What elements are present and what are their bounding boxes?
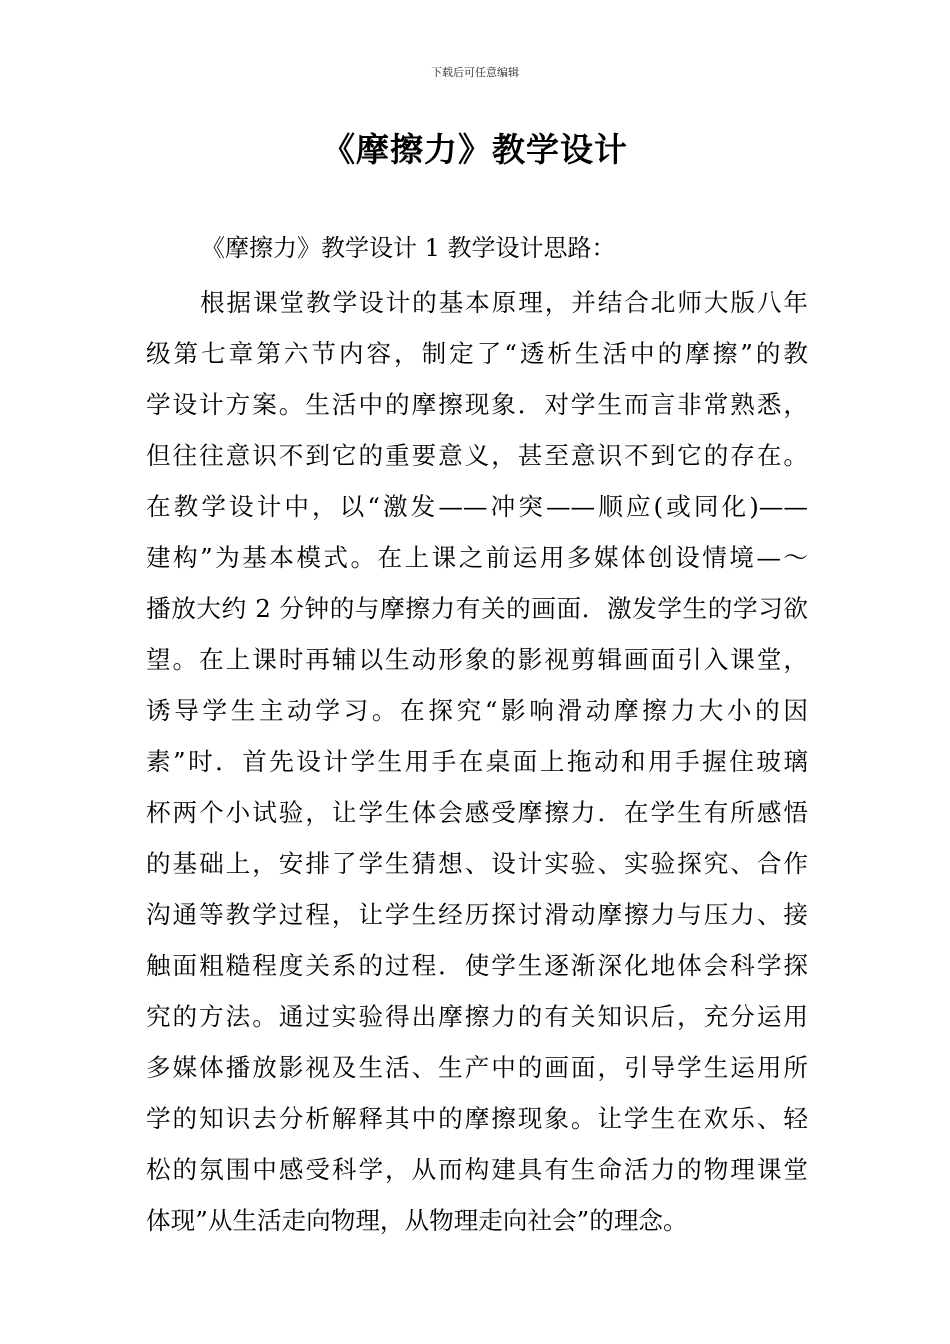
paragraph-line: 学的知识去分析解释其中的摩擦现象。让学生在欢乐、轻 xyxy=(146,1104,808,1133)
section-subtitle: 《摩擦力》教学设计 1 教学设计思路： xyxy=(201,234,616,262)
paragraph-line: 体现”从生活走向物理，从物理走向社会”的理念。 xyxy=(146,1206,688,1235)
paragraph-line: 望。在上课时再辅以生动形象的影视剪辑画面引入课堂， xyxy=(146,645,808,674)
paragraph-line: 杯两个小试验，让学生体会感受摩擦力．在学生有所感悟 xyxy=(146,798,808,827)
body-paragraph xyxy=(146,277,808,1246)
paragraph-line: 素”时．首先设计学生用手在桌面上拖动和用手握住玻璃 xyxy=(146,747,808,776)
page-title: 《摩擦力》教学设计 xyxy=(322,130,628,169)
paragraph-line: 多媒体播放影视及生活、生产中的画面，引导学生运用所 xyxy=(146,1053,808,1082)
paragraph-line: 究的方法。通过实验得出摩擦力的有关知识后，充分运用 xyxy=(146,1002,808,1031)
paragraph-line: 根据课堂教学设计的基本原理，并结合北师大版八年 xyxy=(200,288,808,317)
paragraph-line: 诱导学生主动学习。在探究“影响滑动摩擦力大小的因 xyxy=(146,696,808,725)
paragraph-line: 松的氛围中感受科学，从而构建具有生命活力的物理课堂 xyxy=(146,1155,808,1184)
paragraph-line: 触面粗糙程度关系的过程．使学生逐渐深化地体会科学探 xyxy=(146,951,808,980)
paragraph-line: 沟通等教学过程，让学生经历探讨滑动摩擦力与压力、接 xyxy=(146,900,808,929)
paragraph-line: 学设计方案。生活中的摩擦现象．对学生而言非常熟悉， xyxy=(146,390,808,419)
paragraph-line: 的基础上，安排了学生猜想、设计实验、实验探究、合作 xyxy=(146,849,808,878)
paragraph-line: 建构”为基本模式。在上课之前运用多媒体创设情境—～ xyxy=(146,543,808,572)
paragraph-line: 在教学设计中，以“激发——冲突——顺应(或同化)—— xyxy=(146,492,808,521)
paragraph-line: 级第七章第六节内容，制定了“透析生活中的摩擦”的教 xyxy=(146,339,808,368)
paragraph-line: 但往往意识不到它的重要意义，甚至意识不到它的存在。 xyxy=(146,441,808,470)
download-note: 下载后可任意编辑 xyxy=(431,66,519,79)
paragraph-line: 播放大约 2 分钟的与摩擦力有关的画面．激发学生的学习欲 xyxy=(146,594,808,623)
